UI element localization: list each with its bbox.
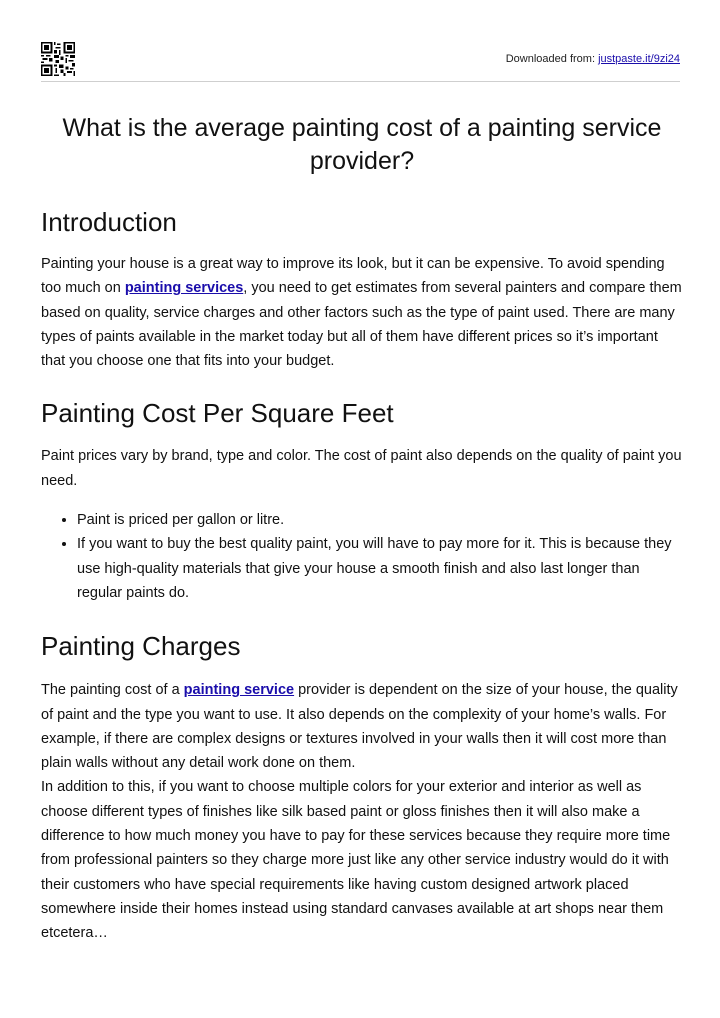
downloaded-from-label: Downloaded from: — [505, 53, 599, 65]
charges-text-1: The painting cost of a — [41, 682, 184, 699]
charges-text-2: provider is dependent on the size of your house, the quality of paint and the type you want to use. It also depends on the complexity of your home’s walls. For example, if there are complex designs or textures involved in your walls then it will cost more than plain walls without any detail work done on them. — [41, 682, 678, 772]
source-link[interactable]: justpaste.it/9zi24 — [598, 53, 680, 65]
introduction-heading: Introduction — [41, 207, 177, 237]
page-header — [41, 42, 680, 82]
painting-service-link[interactable]: painting service — [183, 682, 295, 699]
charges-heading: Painting Charges — [41, 631, 241, 662]
square-feet-paragraph: Paint prices vary by brand, type and color. The cost of paint also depends on the quality of paint you need. — [41, 448, 682, 489]
intro-text-2: , you need to get estimates from several painters and compare them based on quality, service charges and other factors such as the type of paint used. There are many types of paints available in the market today but all of them have different prices so it’s important that you choose one that fits into your budget. — [41, 280, 682, 370]
list-item: • Paint is priced per gallon or litre. — [77, 508, 683, 532]
downloaded-from — [506, 53, 680, 65]
charges-paragraph-2: In addition to this, if you want to choose multiple colors for your exterior and interior as well as choose different types of finishes like silk based paint or gloss finishes then it will also make a difference to how much money you have to pay for these services because they require more time from professional painters so they charge more just like any other service industry would do it with their customers who have special requirements like having custom designed artwork placed somewhere inside their homes instead using standard canvases available at art shops near them etcetera… — [41, 779, 671, 942]
painting-services-link[interactable]: painting services — [124, 280, 244, 297]
square-feet-list — [41, 508, 683, 605]
qr-code-icon — [41, 42, 75, 76]
list-item: • If you want to buy the best quality paint, you will have to pay more for it. This is because they use high-quality materials that give your house a smooth finish and also last longer than regular paints do. — [77, 532, 683, 605]
introduction-paragraph — [41, 252, 683, 373]
square-feet-heading: Painting Cost Per Square Feet — [41, 398, 394, 429]
charges-paragraph-1 — [41, 678, 683, 775]
document-body — [41, 112, 683, 946]
header-divider — [41, 81, 680, 82]
page-title: What is the average painting cost of a painting service provider? — [62, 114, 662, 175]
intro-text-1: Painting your house is a great way to improve its look, but it can be expensive. To avoid spending too much on — [41, 256, 665, 297]
